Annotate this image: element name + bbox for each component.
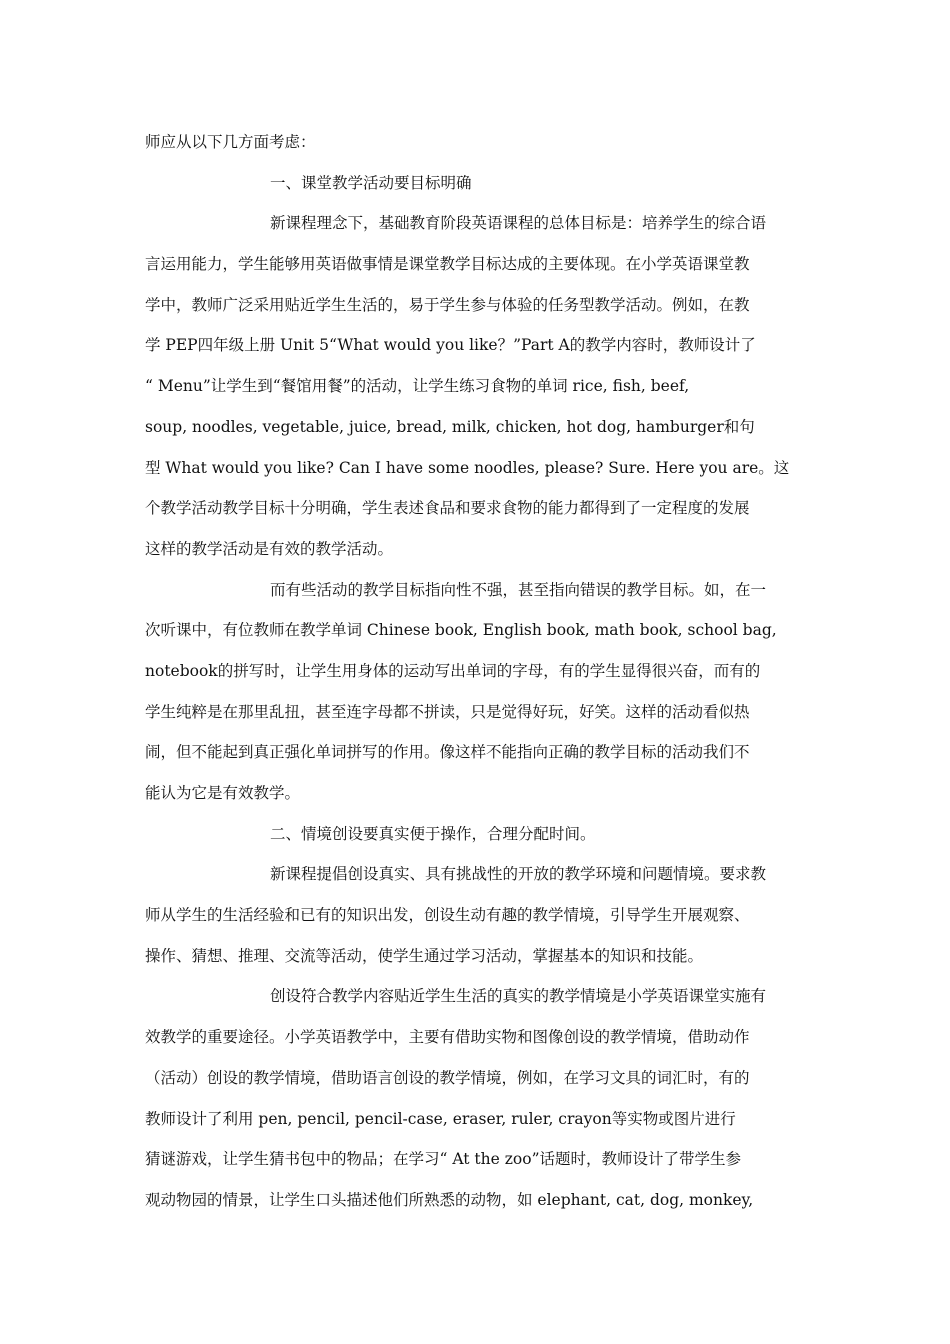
paragraph-line: 而有些活动的教学目标指向性不强，甚至指向错误的教学目标。如，在一 [270,580,767,599]
paragraph-line: 猜谜游戏，让学生猜书包中的物品；在学习“ At the zoo”话题时，教师设计了带学生参 [145,1150,741,1169]
section-heading: 二、情境创设要真实便于操作，合理分配时间。 [270,824,596,843]
paragraph-line: 教师设计了利用 pen, pencil, pencil-case, eraser, ruler, crayon等实物或图片进行 [145,1109,736,1128]
paragraph-line: 型 What would you like? Can I have some noodles, please? Sure. Here you are。这 [145,458,790,477]
paragraph-line: 创设符合教学内容贴近学生生活的真实的教学情境是小学英语课堂实施有 [270,987,767,1006]
paragraph-line: 效教学的重要途径。小学英语教学中，主要有借助实物和图像创设的教学情境，借助动作 [145,1028,750,1047]
paragraph-line: 师应从以下几方面考虑： [145,133,316,151]
paragraph-line: 这样的教学活动是有效的教学活动。 [145,539,394,558]
paragraph-line: 新课程提倡创设真实、具有挑战性的开放的教学环境和问题情境。要求教 [270,865,767,884]
document-body [145,122,807,1221]
paragraph-line: 新课程理念下，基础教育阶段英语课程的总体目标是：培养学生的综合语 [270,214,767,233]
paragraph-line: soup, noodles, vegetable, juice, bread, milk, chicken, hot dog, hamburger和句 [145,417,755,436]
paragraph-line: “ Menu”让学生到“餐馆用餐”的活动，让学生练习食物的单词 rice, fish, beef, [145,377,690,396]
paragraph-line: 次听课中，有位教师在教学单词 Chinese book, English book, math book, school bag, [145,621,777,640]
paragraph-line: 个教学活动教学目标十分明确，学生表述食品和要求食物的能力都得到了一定程度的发展 [145,499,750,518]
paragraph-line: 学 PEP四年级上册 Unit 5“What would you like？”Part A的教学内容时，教师设计了 [145,336,756,355]
paragraph-line: 操作、猜想、推理、交流等活动，使学生通过学习活动，掌握基本的知识和技能。 [145,946,704,965]
paragraph-line: 学中，教师广泛采用贴近学生生活的，易于学生参与体验的任务型教学活动。例如，在教 [145,295,750,314]
paragraph-line: 观动物园的情景，让学生口头描述他们所熟悉的动物，如 elephant, cat, dog, monkey, [145,1190,754,1209]
paragraph-line: 能认为它是有效教学。 [145,784,301,802]
paragraph-line: 闹，但不能起到真正强化单词拼写的作用。像这样不能指向正确的教学目标的活动我们不 [145,743,750,762]
paragraph-line: 学生纯粹是在那里乱扭，甚至连字母都不拼读，只是觉得好玩，好笑。这样的活动看似热 [145,702,750,721]
paragraph-line: 师从学生的生活经验和已有的知识出发，创设生动有趣的教学情境，引导学生开展观察、 [145,906,750,925]
paragraph-line: 言运用能力，学生能够用英语做事情是课堂教学目标达成的主要体现。在小学英语课堂教 [145,255,750,274]
section-heading: 一、课堂教学活动要目标明确 [270,173,472,192]
paragraph-line: （活动）创设的教学情境，借助语言创设的教学情境，例如，在学习文具的词汇时，有的 [145,1068,750,1087]
paragraph-line: notebook的拼写时，让学生用身体的运动写出单词的字母，有的学生显得很兴奋，而有的 [145,661,761,680]
